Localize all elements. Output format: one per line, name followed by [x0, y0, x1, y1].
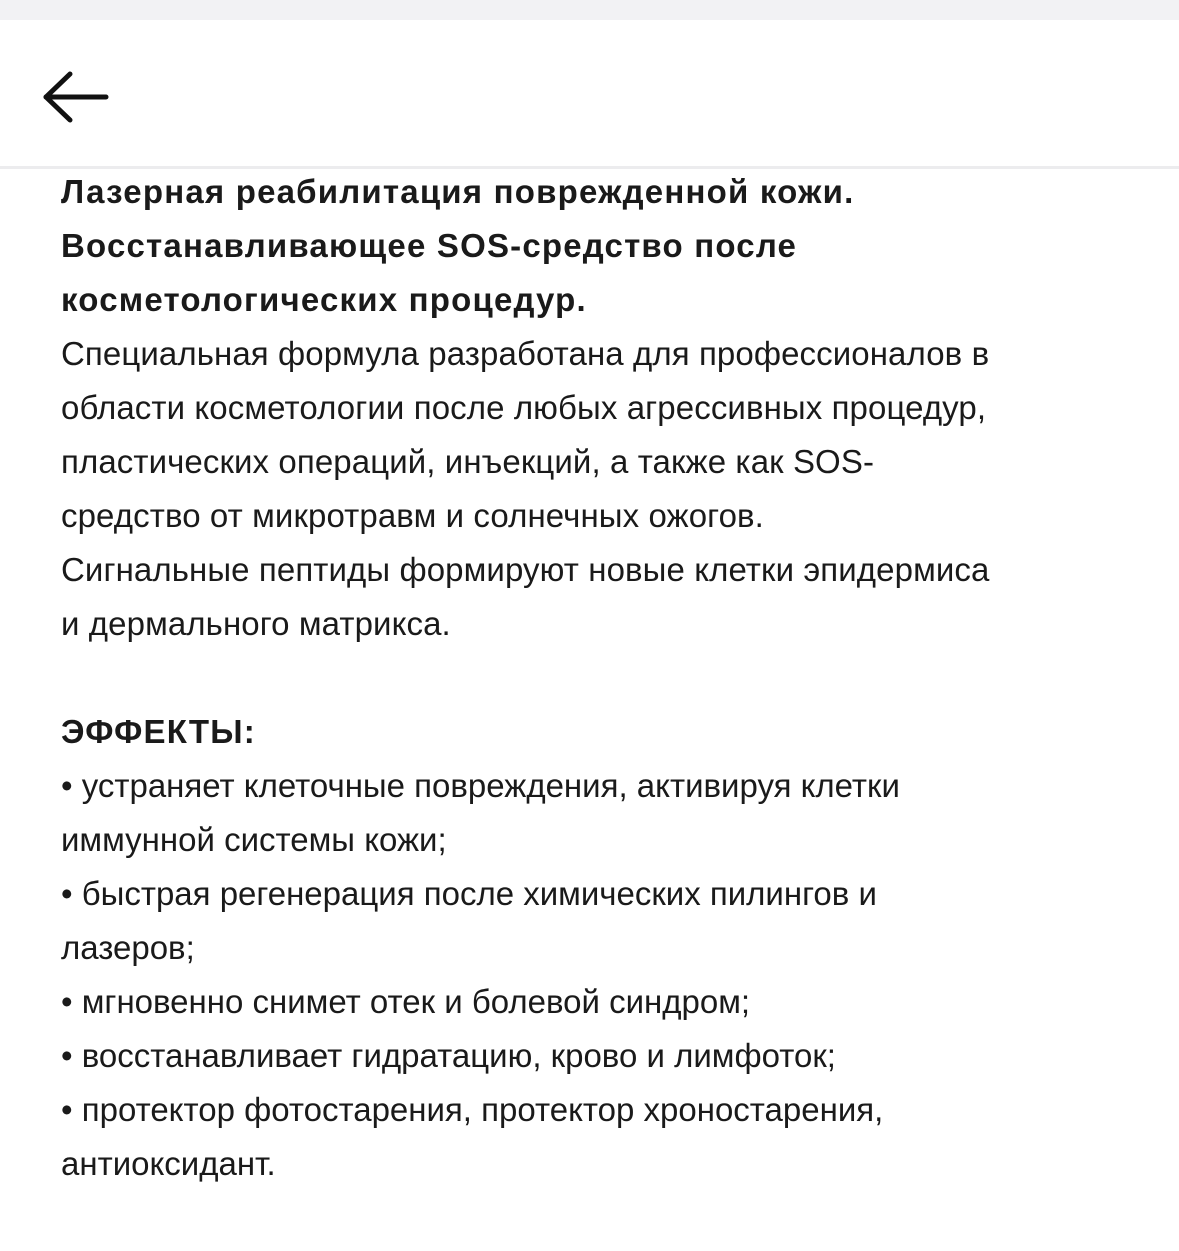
list-item: • мгновенно снимет отек и болевой синдром; — [61, 983, 751, 1020]
intro-line-4: средство от микротравм и солнечных ожогов. — [61, 497, 764, 534]
intro-line-5: Сигнальные пептиды формируют новые клетки эпидермиса — [61, 551, 990, 588]
effects-heading: ЭФФЕКТЫ: — [61, 713, 256, 750]
list-item: • быстрая регенерация после химических пилингов и — [61, 875, 877, 912]
intro-bold-line-3: косметологических процедур. — [61, 281, 587, 318]
list-item: иммунной системы кожи; — [61, 821, 447, 858]
back-button[interactable] — [30, 62, 120, 132]
list-item: • восстанавливает гидратацию, крово и лимфоток; — [61, 1037, 836, 1074]
list-item: лазеров; — [61, 929, 195, 966]
top-bar — [0, 20, 1179, 169]
intro-line-6: и дермального матрикса. — [61, 605, 451, 642]
product-description — [61, 165, 1141, 1191]
effects-list — [61, 759, 1141, 1191]
intro-bold-line-2: Восстанавливающее SOS-средство после — [61, 227, 798, 264]
list-item: • протектор фотостарения, протектор хроностарения, — [61, 1091, 884, 1128]
list-item: антиоксидант. — [61, 1145, 276, 1182]
intro-line-2: области косметологии после любых агрессивных процедур, — [61, 389, 987, 426]
intro-line-3: пластических операций, инъекций, а также как SOS- — [61, 443, 875, 480]
intro-line-1: Специальная формула разработана для профессионалов в — [61, 335, 990, 372]
list-item: • устраняет клеточные повреждения, активируя клетки — [61, 767, 900, 804]
intro-bold-line-1: Лазерная реабилитация поврежденной кожи. — [61, 173, 855, 210]
arrow-left-icon — [40, 69, 110, 125]
status-bar-strip — [0, 0, 1179, 20]
spacer — [61, 651, 1141, 705]
